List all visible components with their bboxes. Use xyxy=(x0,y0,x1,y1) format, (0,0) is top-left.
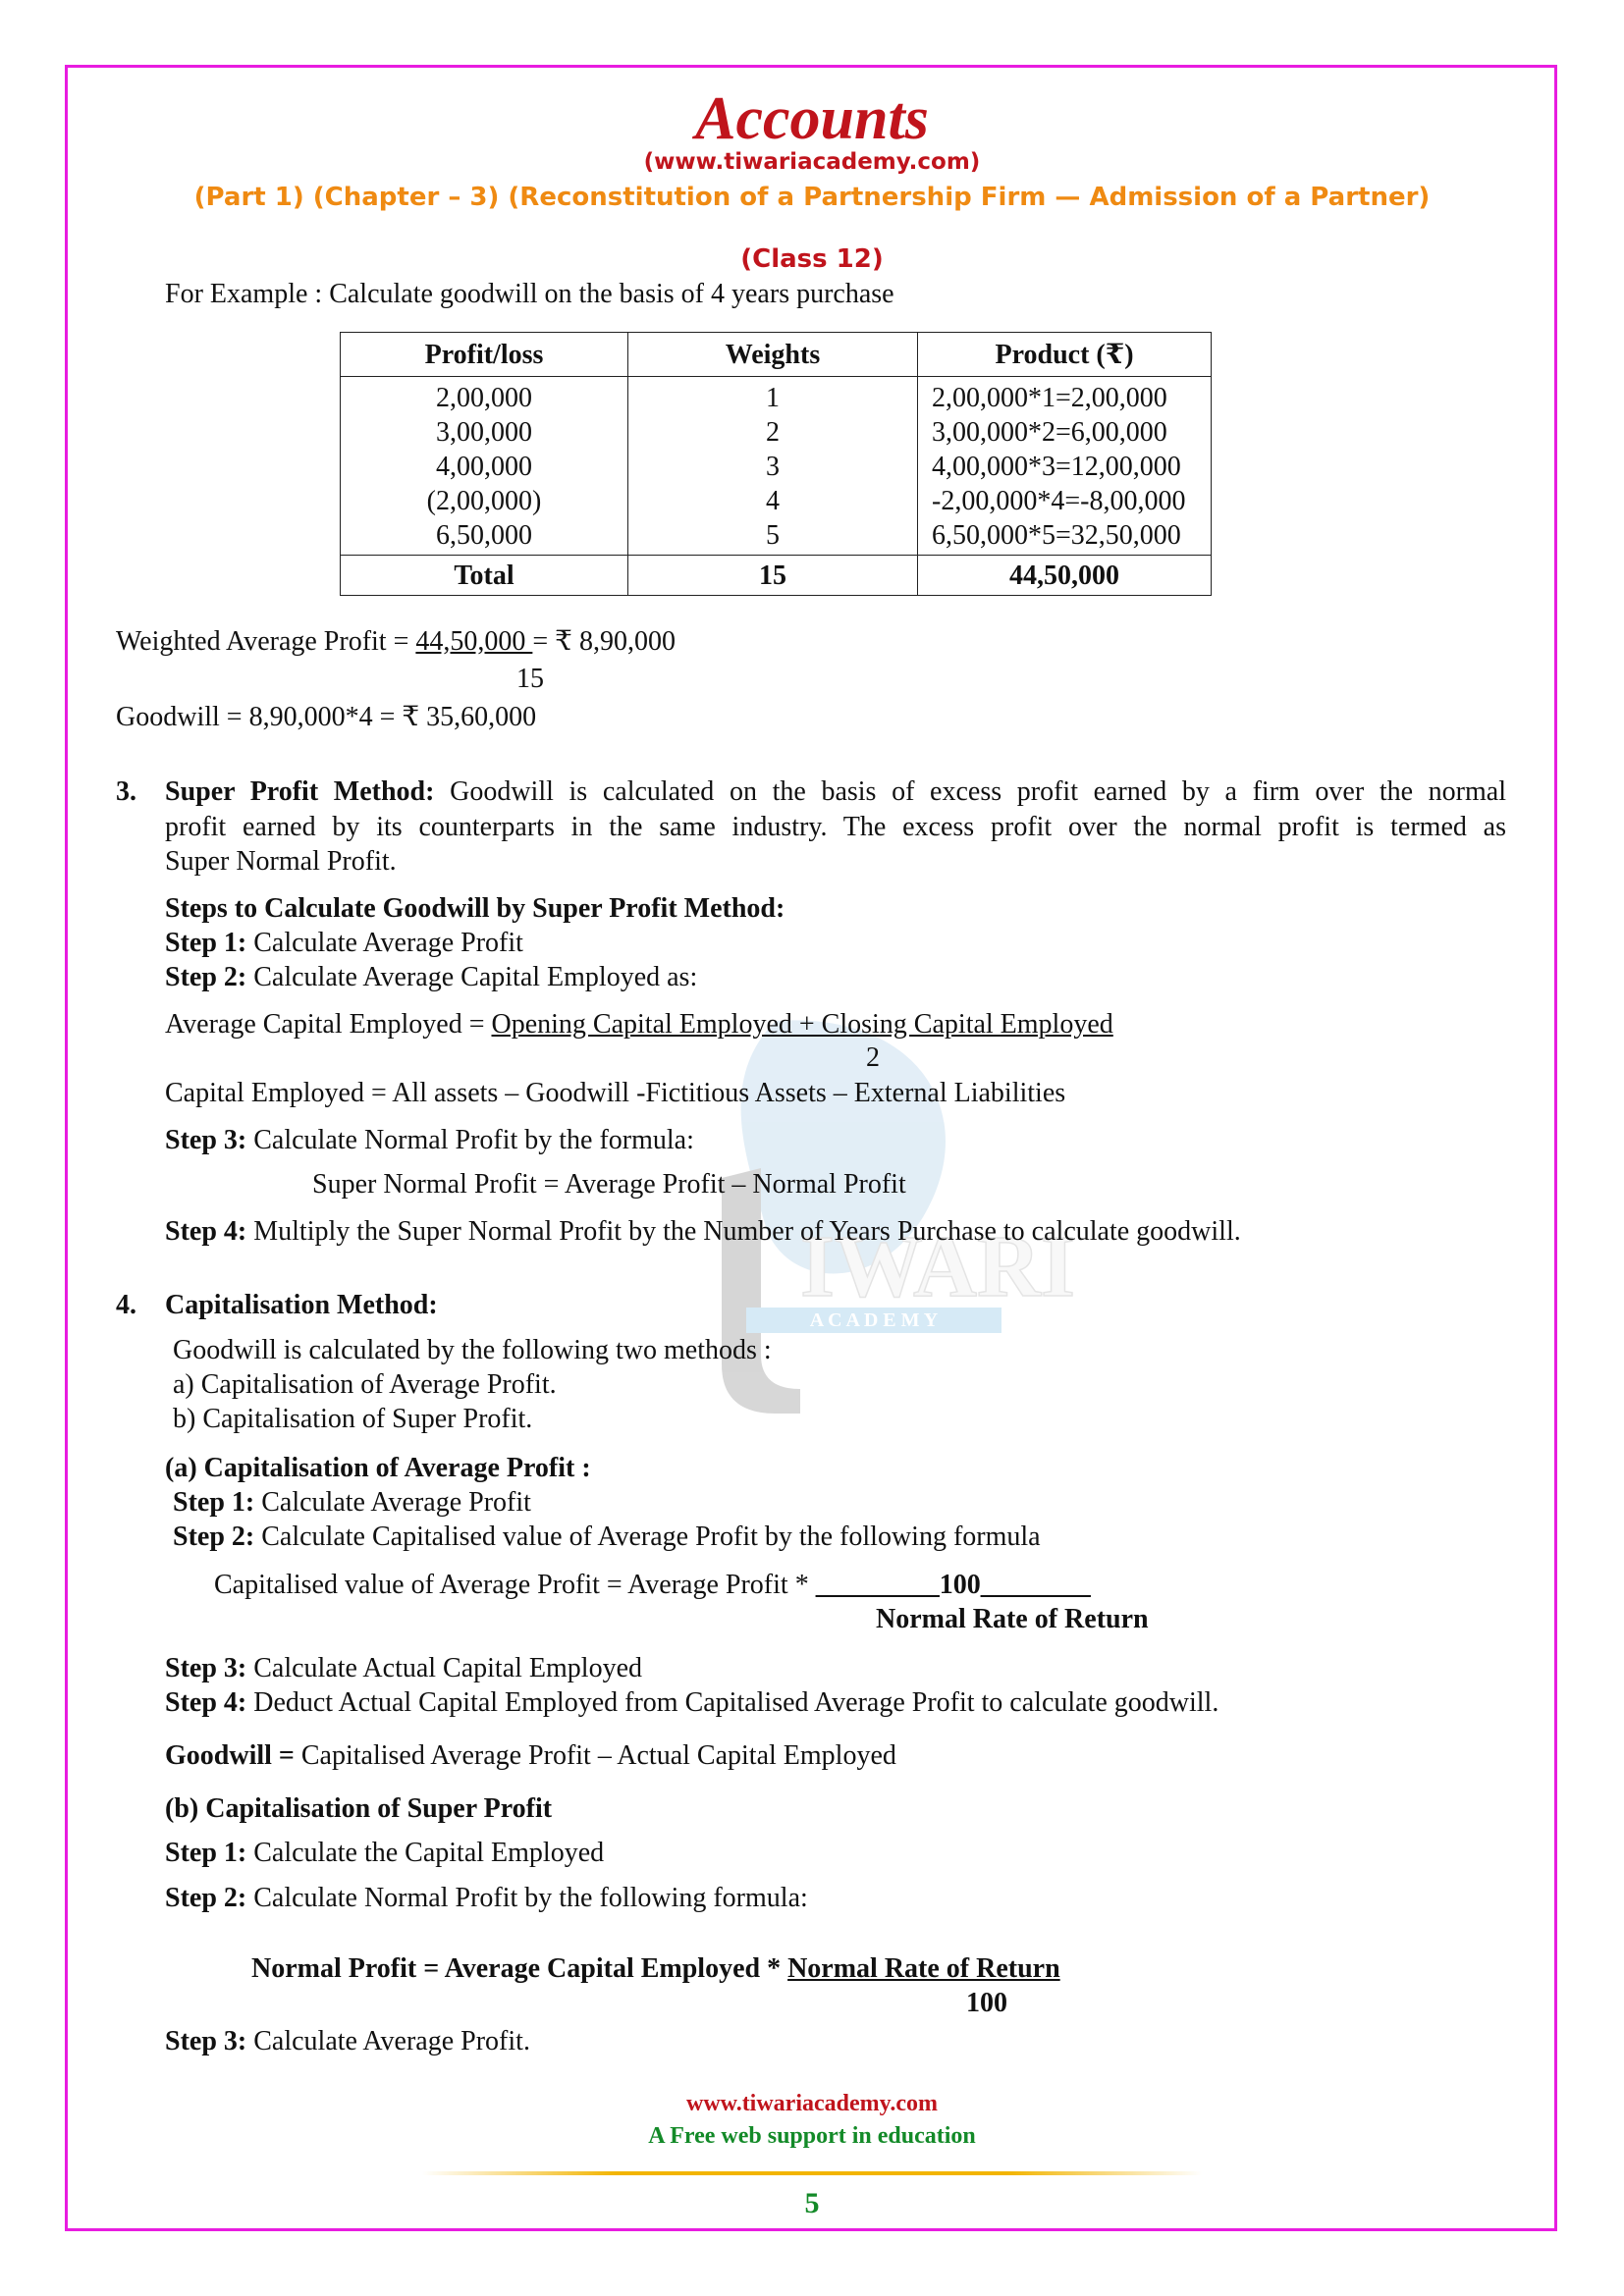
step-label: Step 3: xyxy=(165,1653,247,1683)
capital-employed-formula: Capital Employed = All assets – Goodwill -Fictitious Assets – External Liabilities xyxy=(165,1078,1066,1108)
weights-column xyxy=(628,377,918,556)
footer-site-link[interactable]: www.tiwariacademy.com xyxy=(686,2091,938,2116)
step-label: Step 4: xyxy=(165,1216,247,1247)
section-3-heading: Super Profit Method: xyxy=(165,776,435,807)
step-text: Calculate Average Profit xyxy=(254,1487,531,1518)
step-text: Multiply the Super Normal Profit by the Number of Years Purchase to calculate goodwill. xyxy=(246,1216,1241,1247)
step-1 xyxy=(165,926,523,961)
total-product: 44,50,000 xyxy=(918,556,1212,596)
super-normal-profit-formula: Super Normal Profit = Average Profit – Normal Profit xyxy=(312,1169,906,1200)
page-title: Accounts xyxy=(695,85,929,152)
a-step-1 xyxy=(173,1485,531,1521)
b-step-2 xyxy=(165,1881,808,1916)
goodwill-label: Goodwill = xyxy=(165,1740,295,1771)
weighted-average-lhs: Weighted Average Profit = xyxy=(116,626,416,657)
table-cell: 6,50,000 xyxy=(436,520,532,551)
section-3-para-line2: profit earned by its counterparts in the same industry. The excess profit over the normal profit is termed as xyxy=(165,812,1506,842)
step-2 xyxy=(165,960,697,995)
step-text: Deduct Actual Capital Employed from Capitalised Average Profit to calculate goodwill. xyxy=(246,1687,1219,1718)
table-cell: 5 xyxy=(766,520,780,551)
step-text: Calculate Capitalised value of Average Profit by the following formula xyxy=(254,1522,1041,1552)
step-label: Step 3: xyxy=(165,2026,247,2056)
weighted-average-numerator: 44,50,000 xyxy=(415,626,533,657)
option-b: b) Capitalisation of Super Profit. xyxy=(173,1404,533,1434)
goodwill-formula xyxy=(165,1738,896,1774)
table-cell: 2 xyxy=(766,417,780,448)
section-4-number: 4. xyxy=(116,1290,136,1320)
table-cell: 6,50,000*5=32,50,000 xyxy=(932,520,1181,551)
step-label: Step 2: xyxy=(165,962,247,992)
section-4-intro: Goodwill is calculated by the following two methods : xyxy=(173,1335,772,1365)
table-cell: 3,00,000 xyxy=(436,417,532,448)
section-4-heading: Capitalisation Method: xyxy=(165,1290,438,1320)
a-step-3 xyxy=(165,1651,642,1686)
capitalised-lhs: Capitalised value of Average Profit = Average Profit * xyxy=(214,1570,816,1600)
step-label: Step 2: xyxy=(165,1883,247,1913)
table-header-row xyxy=(341,333,1212,377)
table-total-row xyxy=(341,556,1212,596)
a-step-2 xyxy=(173,1520,1041,1555)
table-cell: 4 xyxy=(766,486,780,516)
header-site-link[interactable]: (www.tiwariacademy.com) xyxy=(643,149,981,175)
capitalised-value-formula xyxy=(214,1568,1091,1603)
step-label: Step 1: xyxy=(165,1838,247,1868)
step-text: Calculate Normal Profit by the following formula: xyxy=(246,1883,808,1913)
watermark-sub-text: A C A D E M Y xyxy=(809,1309,939,1331)
capitalisation-average-heading: (a) Capitalisation of Average Profit : xyxy=(165,1453,591,1483)
profit-column xyxy=(341,377,628,556)
table-cell: 4,00,000 xyxy=(436,452,532,482)
normal-profit-formula xyxy=(251,1951,1060,1987)
watermark-main-text: IWARI xyxy=(800,1218,1076,1315)
step-label: Step 1: xyxy=(165,928,247,958)
step-label: Step 4: xyxy=(165,1687,247,1718)
section-3-para-line3: Super Normal Profit. xyxy=(165,846,397,877)
goodwill-text: Capitalised Average Profit – Actual Capital Employed xyxy=(294,1740,896,1771)
option-a: a) Capitalisation of Average Profit. xyxy=(173,1369,557,1400)
table-cell: (2,00,000) xyxy=(426,486,542,516)
normal-profit-lhs: Normal Profit = Average Capital Employed * xyxy=(251,1953,788,1984)
step-label: Step 2: xyxy=(173,1522,255,1552)
capitalised-numerator: _________100________ xyxy=(815,1570,1091,1600)
goodwill-calculation: Goodwill = 8,90,000*4 = ₹ 35,60,000 xyxy=(116,702,537,732)
step-text: Calculate Normal Profit by the formula: xyxy=(246,1125,694,1155)
step-text: Calculate Average Profit xyxy=(246,928,523,958)
avg-capital-lhs: Average Capital Employed = xyxy=(165,1009,492,1040)
table-cell: 2,00,000*1=2,00,000 xyxy=(932,383,1167,413)
weighted-average-line xyxy=(116,624,676,660)
page-number: 5 xyxy=(804,2187,820,2219)
normal-profit-numerator: Normal Rate of Return xyxy=(787,1953,1060,1984)
step-text: Calculate Actual Capital Employed xyxy=(246,1653,643,1683)
step-3 xyxy=(165,1123,694,1158)
avg-capital-formula xyxy=(165,1007,1113,1042)
chapter-subtitle: (Part 1) (Chapter – 3) (Reconstitution of a Partnership Firm — Admission of a Partner) xyxy=(193,183,1431,212)
step-label: Step 1: xyxy=(173,1487,255,1518)
header-profit-loss: Profit/loss xyxy=(341,333,628,377)
table-cell: 4,00,000*3=12,00,000 xyxy=(932,452,1181,482)
header-product: Product (₹) xyxy=(918,333,1212,377)
capitalisation-super-heading: (b) Capitalisation of Super Profit xyxy=(165,1793,553,1824)
step-text: Calculate the Capital Employed xyxy=(246,1838,605,1868)
table-data-row xyxy=(341,377,1212,556)
header-weights: Weights xyxy=(628,333,918,377)
step-label: Step 3: xyxy=(165,1125,247,1155)
b-step-3 xyxy=(165,2024,530,2059)
steps-heading: Steps to Calculate Goodwill by Super Profit Method: xyxy=(165,893,785,924)
total-weights: 15 xyxy=(628,556,918,596)
table-cell: 3,00,000*2=6,00,000 xyxy=(932,417,1167,448)
step-4 xyxy=(165,1214,1241,1250)
weighted-average-denominator: 15 xyxy=(516,664,544,694)
footer-tagline: A Free web support in education xyxy=(648,2123,976,2149)
b-step-1 xyxy=(165,1836,604,1871)
avg-capital-numerator: Opening Capital Employed + Closing Capital Employed xyxy=(491,1009,1113,1040)
weighted-average-rhs: = ₹ 8,90,000 xyxy=(532,626,676,657)
weighted-profit-table xyxy=(340,332,1212,596)
table-cell: -2,00,000*4=-8,00,000 xyxy=(932,486,1186,516)
class-label: (Class 12) xyxy=(740,244,884,274)
total-label: Total xyxy=(341,556,628,596)
capitalised-denominator: Normal Rate of Return xyxy=(876,1604,1149,1634)
avg-capital-denominator: 2 xyxy=(866,1042,880,1073)
normal-profit-denominator: 100 xyxy=(966,1988,1007,2018)
product-column xyxy=(918,377,1212,556)
table-cell: 3 xyxy=(766,452,780,482)
section-3-number: 3. xyxy=(116,776,136,807)
table-cell: 1 xyxy=(766,383,780,413)
a-step-4 xyxy=(165,1685,1218,1721)
step-text: Calculate Average Profit. xyxy=(246,2026,530,2056)
footer-divider xyxy=(422,2171,1202,2175)
section-3-text: Goodwill is calculated on the basis of excess profit earned by a firm over the normal xyxy=(434,776,1506,807)
step-text: Calculate Average Capital Employed as: xyxy=(246,962,698,992)
example-intro: For Example : Calculate goodwill on the basis of 4 years purchase xyxy=(165,279,894,309)
section-3-para-line1 xyxy=(165,774,1506,810)
table-cell: 2,00,000 xyxy=(436,383,532,413)
